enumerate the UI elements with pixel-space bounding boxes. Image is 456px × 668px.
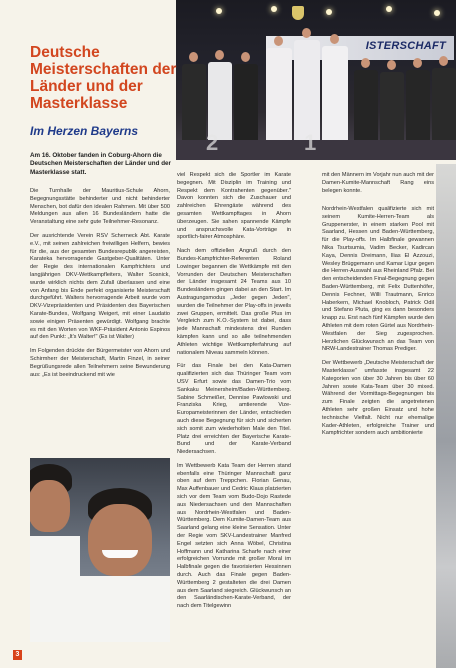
stage-light <box>434 10 440 16</box>
athlete-head <box>361 58 370 68</box>
podium-number: 1 <box>304 130 317 155</box>
article-subtitle: Im Herzen Bayerns <box>30 124 139 138</box>
athlete-face <box>30 480 70 532</box>
trophy-icon <box>292 6 304 20</box>
athlete-head <box>439 56 448 66</box>
article-title: Deutsche Meisterschaften der Länder und der Masterklasse <box>30 44 177 112</box>
article-lead: Am 16. Oktober fanden in Coburg-Ahorn die Deutschen Meisterschaften der Länder und der Masterklasse statt. <box>30 152 172 176</box>
athlete-head <box>189 52 198 62</box>
article-column-2 <box>177 172 291 617</box>
athlete-head <box>241 52 250 62</box>
page-number: 3 <box>13 650 22 660</box>
athlete-head <box>302 28 311 38</box>
paragraph: Für das Finale bei den Kata-Damen qualifizierten sich das Thüringer Team vom USV Erfurt sowie das Damen-Trio vom Sankaku Meinersheim/Baden-Württemberg. Sabine Schmeißer, Dennise Pawlowski und Franziska Krieg, amtierende Vize-Europameisterinnen der Länder, entschieden auch diese Begegnung für sich und sicherten sich somit zum wiederholten Male den Titel. Platz drei erreichten der Bayerische Karate-Bund und der Karate-Verband Niedersachsen. <box>177 363 291 456</box>
stage-light <box>216 8 222 14</box>
athlete-head <box>215 50 224 60</box>
paragraph: Im Wettbewerb Kata Team der Herren stand ebenfalls eine Thüringer Mannschaft ganz oben auf dem Treppchen. Florian Genau, Max Auffenbauer und Cedric Klaus platzierten sich vor dem Team vom Budo-Dojo Rastede aus Niedersachsen und den Mannschaften aus Nordrhein-Westfalen und Baden-Württemberg. Dem Kumite-Damen-Team aus Saarland gelang eine kleine Sensation. Unter der Regie vom SKV-Landestrainer Manfred Engel setzten sich Anna Wöbel, Christina Hoffmann und Katharina Scharfe nach einer erfolgreichen Vorrunde mit großer Moral im Halbfinale gegen die favorisierten Hessinnen durch. Auch das Finale gegen Baden-Württemberg 2 gestalteten die drei Damen aus dem Saarland siegreich. Glückwunsch an den Saarländischen-Karate-Verband, der nach dem Titelgewinn <box>177 462 291 610</box>
podium-number: 2 <box>206 130 219 155</box>
athlete <box>380 72 404 146</box>
stage-light <box>271 6 277 12</box>
paragraph: Nach dem offiziellen Angruß durch den Bundes-Kampfrichter-Referenten Roland Lowinger begannen die Wettkämpfe mit den Vorrunden der Deutschen Meisterschaften der Länder insgesamt 24 Teams aus 10 Bundesländern gingen dabei an den Start. Im Austragungsmodus „Jeder gegen Jeden", wurden die Teilnehmer der Play-offs in jeweils zwei Gruppen, ermittelt. Das große Plus im Vergleich zum K.O.-System ist dabei, dass jede Mannschaft mindestens drei Runden kämpfen kann und so alle teilnehmenden Athleten wichtige Wettkampferfahrung auf nationalem Niveau sammeln können. <box>177 248 291 356</box>
athlete <box>322 46 348 140</box>
article-column-3-top <box>322 172 434 201</box>
athlete <box>406 70 430 146</box>
paragraph: Die Turnhalle der Mauritius-Schule Ahorn, Begegnungsstätte behinderter und nicht behinderter Menschen, bot dafür den idealen Rahmen. Mit über 500 Meldungen aus allen 16 Bundesländern hatte die Veranstaltung eine sehr gute Teilnehmer-Resonanz. <box>30 188 170 226</box>
athlete-head <box>274 36 283 46</box>
trophy-photo <box>436 164 456 668</box>
athlete <box>294 40 320 140</box>
paragraph: Nordrhein-Westfalen qualifizierte sich mit seinem Kumite-Herren-Team als Gruppenerster, in einem starken Pool mit Saarland, Hessen und Baden-Württemberg, für die Play-offs. Im Halbfinale gewannen Nika Tsurtsumia, Vadim Becker, Kadircan Kaya, Dennis Dreimann, Ilias El Azzouzi, Wesley Brüggemann und Kamar Ligur gegen die Herren-Auswahl aus Rheinland Pfalz. Bei den entscheidenden Final-Begegnung gegen Baden-Württemberg, mit Felix Duttenhöfer, Dennis Fechner, Willi Trautmann, Enrico Haberkern, Michael Knobloch, Patrick Odil und Stefano Pluta, ging es dann besonders knapp zu. Erst nach fünf Kämpfen wurde den Athleten mit dem roten Gürtel aus Nordrhein-Westfalen der Sieg zugesprochen. Herzlichen Glückwunsch an das Team von NRW-Landestrainer Thomas Prediger. <box>322 206 434 353</box>
athlete <box>354 70 378 146</box>
stage-light <box>326 9 332 15</box>
athlete-face <box>88 504 152 576</box>
smile <box>102 550 138 558</box>
athlete <box>234 64 258 142</box>
stage-light <box>386 6 392 12</box>
podium-photo <box>176 0 456 160</box>
athletes-photo <box>30 458 170 642</box>
paragraph: mit den Männern im Vorjahr nun auch mit der Damen-Kumite-Mannschaft Rang eins belegen konnte. <box>322 172 434 194</box>
paragraph: Der ausrichtende Verein RSV Scherneck Abt. Karate e.V., mit seinen zahlreichen freiwilligen Helfern, bewies für die, aus der gesamten Bundesrepublik angereisten, Karateka hervorragende Gastgeber-Qualitäten. Unter der Regie des internationalen Kampfrichters und langjährigen DKV-Wettkampfleiters, Walter Sosnick, wurde wirklich nichts dem Zufall überlassen und eine von Anfang bis Ende perfekt organisierte Meisterschaft durchgeführt. Walters hervorragende Arbeit wurde vom DKV-Vizepräsidenten und Präsidenten des Bayerischen Karate-Bundes, Wolfgang Weigert, mit einer Laudatio sowie einigen Präsenten gewürdigt. Wolfgang brachte es mit den Worten von WKF-Präsident Antonio Espinos auf den Punkt: „It's Walter!" (Es ist Walter) <box>30 232 170 341</box>
athlete <box>266 48 292 140</box>
karate-gi <box>70 576 170 642</box>
paragraph: viel Respekt sich die Sportler im Karate begegnen. Mit Disziplin im Training und Respekt dem Kontrahenten gegenüber." Davon konnten sich die Zuschauer und zahlreichen Ehrengäste während des gesamten Wettkampftages in Ahorn überzeugen. Sie sahen spannende Kämpfe und anspruchsvolle Kata-Vorträge in sportlich-fairer Atmosphäre. <box>177 172 291 241</box>
article-column-1 <box>30 188 170 385</box>
paragraph: Im Folgenden drückte der Bürgermeister von Ahorn und Schirmherr der Meisterschaft, Martin Finzel, in seiner Begrüßungsrede allen Teilnehmern seine Bewunderung aus: „Es ist beeindruckend mit wie <box>30 348 170 378</box>
banner-text: ISTERSCHAFT <box>365 40 446 52</box>
paragraph: Der Wettbewerb „Deutsche Meisterschaft der Masterklasse" umfasste insgesamt 22 Kategorien von über 30 Jahren bis über 60 Jahren sowie Kata-Team über 30 mixed. Während der Vormittags-Begegnungen bis zum Finale zeigten die angetretenen Athleten sehr großen Einsatz und hohe technische Vielfalt. Nicht nur ehemalige Kader-Athleten, erfolgreiche Trainer und Kampfrichter sondern auch ambitionierte <box>322 360 434 437</box>
athlete <box>182 64 206 144</box>
athlete-head <box>413 58 422 68</box>
athlete-head <box>330 34 339 44</box>
athlete-head <box>387 60 396 70</box>
athlete <box>432 68 456 146</box>
article-column-3 <box>322 206 434 444</box>
